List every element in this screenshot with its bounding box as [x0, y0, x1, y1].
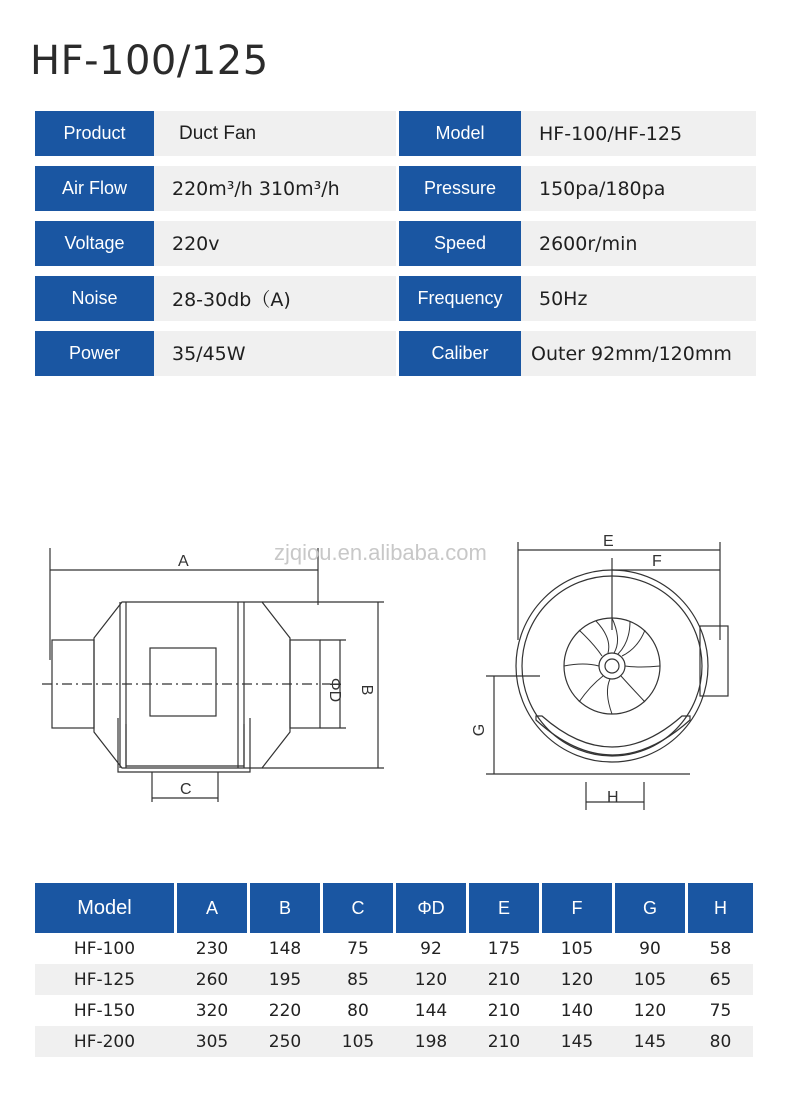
table-row — [35, 1026, 753, 1057]
table-cell: 175 — [487, 938, 521, 959]
header-d: ΦD — [396, 883, 466, 933]
spec-label: Frequency — [399, 276, 521, 321]
spec-value: HF-100/HF-125 — [521, 111, 756, 156]
header-e: E — [469, 883, 539, 933]
table-cell: 120 — [414, 969, 448, 990]
spec-value: 28-30db（A) — [154, 276, 396, 321]
table-cell: 105 — [341, 1031, 375, 1052]
table-cell: 90 — [639, 938, 661, 959]
spec-value: Duct Fan — [154, 111, 396, 156]
table-cell: 305 — [195, 1031, 229, 1052]
table-cell: 220 — [268, 1000, 302, 1021]
dim-d-label: ΦD — [326, 677, 343, 703]
table-cell: 140 — [560, 1000, 594, 1021]
front-bracket — [536, 716, 690, 755]
table-cell: 120 — [633, 1000, 667, 1021]
watermark: zjqiou.en.alibaba.com — [274, 540, 487, 565]
spec-label: Voltage — [35, 221, 154, 266]
table-cell: 145 — [633, 1031, 667, 1052]
spec-label: Model — [399, 111, 521, 156]
spec-value: 220m³/h 310m³/h — [154, 166, 396, 211]
spec-row-noise — [35, 276, 756, 321]
header-f: F — [542, 883, 612, 933]
page-title: HF-100/125 — [30, 38, 269, 84]
spec-value: Outer 92mm/120mm — [521, 331, 756, 376]
dim-c-label: C — [180, 781, 192, 798]
header-g: G — [615, 883, 685, 933]
header-a: A — [177, 883, 247, 933]
cell-model: HF-200 — [73, 1031, 136, 1052]
table-cell: 210 — [487, 1031, 521, 1052]
table-cell: 80 — [709, 1031, 732, 1052]
side-body — [94, 602, 290, 768]
spec-value: 2600r/min — [521, 221, 756, 266]
table-cell: 250 — [268, 1031, 302, 1052]
spec-value: 150pa/180pa — [521, 166, 756, 211]
header-b: B — [250, 883, 320, 933]
table-cell: 198 — [414, 1031, 448, 1052]
table-row — [35, 995, 753, 1026]
spec-label: Air Flow — [35, 166, 154, 211]
dim-g-label: G — [471, 723, 488, 737]
table-row — [35, 933, 753, 964]
cell-model: HF-100 — [73, 938, 136, 959]
table-cell: 65 — [709, 969, 732, 990]
table-row — [35, 964, 753, 995]
spec-label: Power — [35, 331, 154, 376]
header-h: H — [688, 883, 753, 933]
table-cell: 58 — [709, 938, 732, 959]
spec-label: Product — [35, 111, 154, 156]
front-outlet — [700, 626, 728, 696]
dim-a-label: A — [178, 553, 189, 570]
table-cell: 75 — [347, 938, 369, 959]
header-model: Model — [35, 883, 174, 933]
side-junction-box — [150, 648, 216, 716]
table-cell: 260 — [195, 969, 229, 990]
table-cell: 80 — [347, 1000, 369, 1021]
table-cell: 210 — [487, 969, 521, 990]
table-cell: 230 — [195, 938, 229, 959]
table-cell: 195 — [268, 969, 302, 990]
table-cell: 145 — [560, 1031, 594, 1052]
dim-h-label: H — [607, 789, 619, 806]
spec-row-voltage — [35, 221, 756, 266]
dim-e-label: E — [603, 533, 614, 550]
spec-value: 35/45W — [154, 331, 396, 376]
table-cell: 144 — [414, 1000, 448, 1021]
table-cell: 92 — [420, 938, 442, 959]
table-cell: 105 — [633, 969, 667, 990]
cell-model: HF-150 — [73, 1000, 136, 1021]
table-cell: 85 — [347, 969, 369, 990]
table-cell: 210 — [487, 1000, 521, 1021]
spec-row-airflow — [35, 166, 756, 211]
spec-value: 220v — [154, 221, 396, 266]
table-cell: 120 — [560, 969, 594, 990]
dim-f-label: F — [652, 553, 662, 570]
cell-model: HF-125 — [73, 969, 136, 990]
table-cell: 75 — [709, 1000, 732, 1021]
spec-label: Pressure — [399, 166, 521, 211]
table-cell: 320 — [195, 1000, 229, 1021]
front-impeller — [564, 618, 660, 714]
spec-label: Noise — [35, 276, 154, 321]
table-cell: 148 — [268, 938, 302, 959]
spec-label: Speed — [399, 221, 521, 266]
side-bracket — [118, 718, 250, 772]
spec-label: Caliber — [399, 331, 521, 376]
table-cell: 105 — [560, 938, 594, 959]
dim-b-label: B — [358, 684, 375, 696]
spec-row-product — [35, 111, 756, 156]
spec-row-power — [35, 331, 756, 376]
header-c: C — [323, 883, 393, 933]
spec-value: 50Hz — [521, 276, 756, 321]
